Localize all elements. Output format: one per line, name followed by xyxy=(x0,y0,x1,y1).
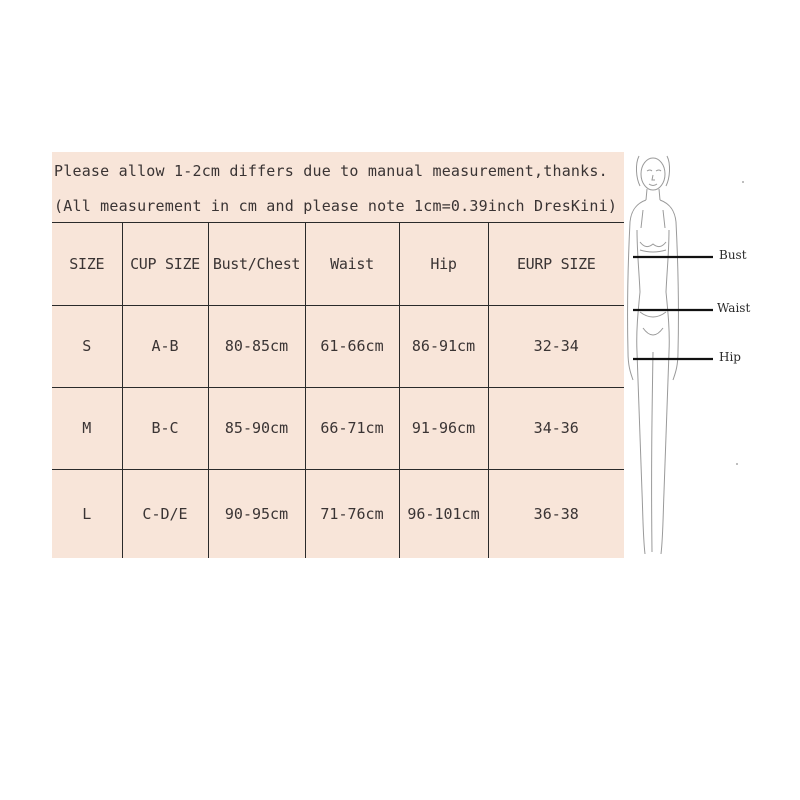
note-unit-conversion: (All measurement in cm and please note 1cm=0.39inch DresKini) xyxy=(54,197,618,215)
cell-eurp-size: 34-36 xyxy=(488,387,624,469)
header-waist: Waist xyxy=(305,223,399,305)
cell-hip: 96-101cm xyxy=(399,469,488,558)
cell-size: L xyxy=(82,504,92,523)
size-chart xyxy=(52,152,624,558)
cell-waist: 66-71cm xyxy=(305,387,399,469)
size-table xyxy=(52,223,624,558)
cell-cup-size: A-B xyxy=(122,305,208,387)
table-row xyxy=(52,387,624,469)
note-manual-measurement: Please allow 1-2cm differs due to manual measurement,thanks. xyxy=(54,162,608,180)
cell-hip: 91-96cm xyxy=(399,387,488,469)
cell-eurp-size: 32-34 xyxy=(488,305,624,387)
cell-size: M xyxy=(82,419,92,437)
hip-label: Hip xyxy=(719,350,741,364)
cell-eurp-size: 36-38 xyxy=(488,469,624,558)
header-bust-chest: Bust/Chest xyxy=(208,223,305,305)
cell-bust: 80-85cm xyxy=(208,305,305,387)
cell-waist: 61-66cm xyxy=(305,305,399,387)
cell-size: S xyxy=(82,337,92,355)
cell-bust: 90-95cm xyxy=(208,469,305,558)
cell-bust: 85-90cm xyxy=(208,387,305,469)
header-size: SIZE xyxy=(69,254,105,273)
table-row xyxy=(52,469,624,558)
body-measurement-figure xyxy=(625,152,751,558)
cell-cup-size: B-C xyxy=(122,387,208,469)
header-eurp-size: EURP SIZE xyxy=(488,223,624,305)
cell-hip: 86-91cm xyxy=(399,305,488,387)
measurement-notes xyxy=(52,152,624,222)
bust-label: Bust xyxy=(719,248,747,262)
waist-label: Waist xyxy=(717,301,751,315)
header-hip: Hip xyxy=(399,223,488,305)
table-row xyxy=(52,305,624,387)
table-header-row xyxy=(52,223,624,305)
cell-cup-size: C-D/E xyxy=(122,469,208,558)
header-cup-size: CUP SIZE xyxy=(122,223,208,305)
cell-waist: 71-76cm xyxy=(305,469,399,558)
